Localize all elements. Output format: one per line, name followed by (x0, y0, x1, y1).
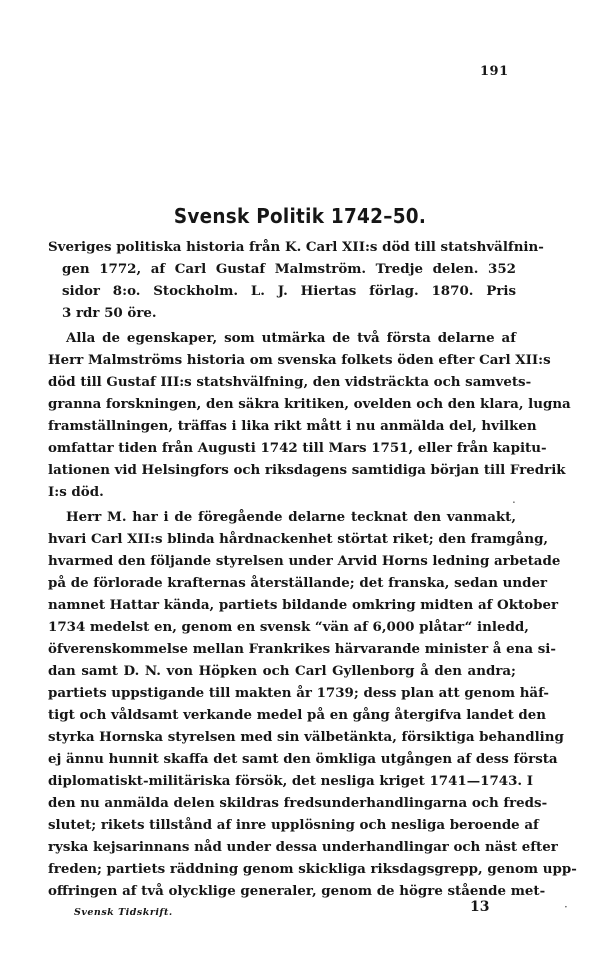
body-line: omfattar tiden från Augusti 1742 till Mars 1751, eller från kapitu- (48, 440, 547, 456)
body-line: diplomatiskt-militäriska försök, det nesliga kriget 1741—1743. I (48, 773, 533, 789)
body-line: 1734 medelst en, genom en svensk “vän af 6,000 plåtar“ inledd, (48, 619, 529, 635)
header-line: gen 1772, af Carl Gustaf Malmström. Tredje delen. 352 (62, 261, 516, 277)
body-line: I:s död. (48, 484, 104, 500)
body-line: hvarmed den följande styrelsen under Arvid Horns ledning arbetade (48, 553, 561, 569)
body-line: freden; partiets räddning genom skickliga riksdagsgrepp, genom upp- (48, 861, 577, 877)
body-line: offringen af två olycklige generaler, genom de högre stående met- (48, 883, 546, 899)
body-line: Herr M. har i de föregående delarne tecknat den vanmakt, (66, 509, 516, 525)
body-line: den nu anmälda delen skildras fredsunderhandlingarna och freds- (48, 795, 548, 811)
header-line: sidor 8:o. Stockholm. L. J. Hiertas förlag. 1870. Pris (62, 283, 516, 299)
header-line: 3 rdr 50 öre. (62, 305, 157, 321)
body-line: ej ännu hunnit skaffa det samt den ömkliga utgången af dess första (48, 751, 558, 767)
page-number: 191 (480, 64, 509, 79)
body-line: på de förlorade krafternas återställande; det franska, sedan under (48, 575, 548, 591)
body-line: styrka Hornska styrelsen med sin välbetänkta, försiktiga behandling (48, 729, 564, 745)
body-line: lationen vid Helsingfors och riksdagens samtidiga början till Fredrik (48, 462, 566, 478)
footer-sheet-number: 13 (470, 899, 490, 915)
footer-signature: Svensk Tidskrift. (74, 907, 173, 918)
body-line: dan samt D. N. von Höpken och Carl Gyllenborg å den andra; (48, 663, 516, 679)
body-line: ryska kejsarinnans nåd under dessa underhandlingar och näst efter (48, 839, 558, 855)
article-title: Svensk Politik 1742–50. (173, 204, 427, 228)
body-line: Alla de egenskaper, som utmärka de två första delarne af (66, 330, 516, 346)
body-line: framställningen, träffas i lika rikt mått i nu anmälda del, hvilken (48, 418, 537, 434)
body-line: partiets uppstigande till makten år 1739; dess plan att genom häf- (48, 685, 549, 701)
body-line: tigt och våldsamt verkande medel på en gång återgifva landet den (48, 707, 547, 723)
scan-speck: . (512, 492, 516, 506)
body-line: död till Gustaf III:s statshvälfning, den vidsträckta och samvets- (48, 374, 532, 390)
header-line: Sveriges politiska historia från K. Carl XII:s död till statshvälfnin- (48, 239, 544, 255)
body-line: öfverenskommelse mellan Frankrikes härvarande minister å ena si- (48, 641, 556, 657)
body-line: granna forskningen, den säkra kritiken, ovelden och den klara, lugna (48, 396, 571, 412)
body-line: slutet; rikets tillstånd af inre upplösning och nesliga beroende af (48, 817, 539, 833)
body-line: namnet Hattar kända, partiets bildande omkring midten af Oktober (48, 597, 559, 613)
body-line: hvari Carl XII:s blinda hårdnackenhet störtat riket; den framgång, (48, 531, 549, 547)
scan-speck: · (564, 900, 568, 914)
body-line: Herr Malmströms historia om svenska folkets öden efter Carl XII:s (48, 352, 551, 368)
